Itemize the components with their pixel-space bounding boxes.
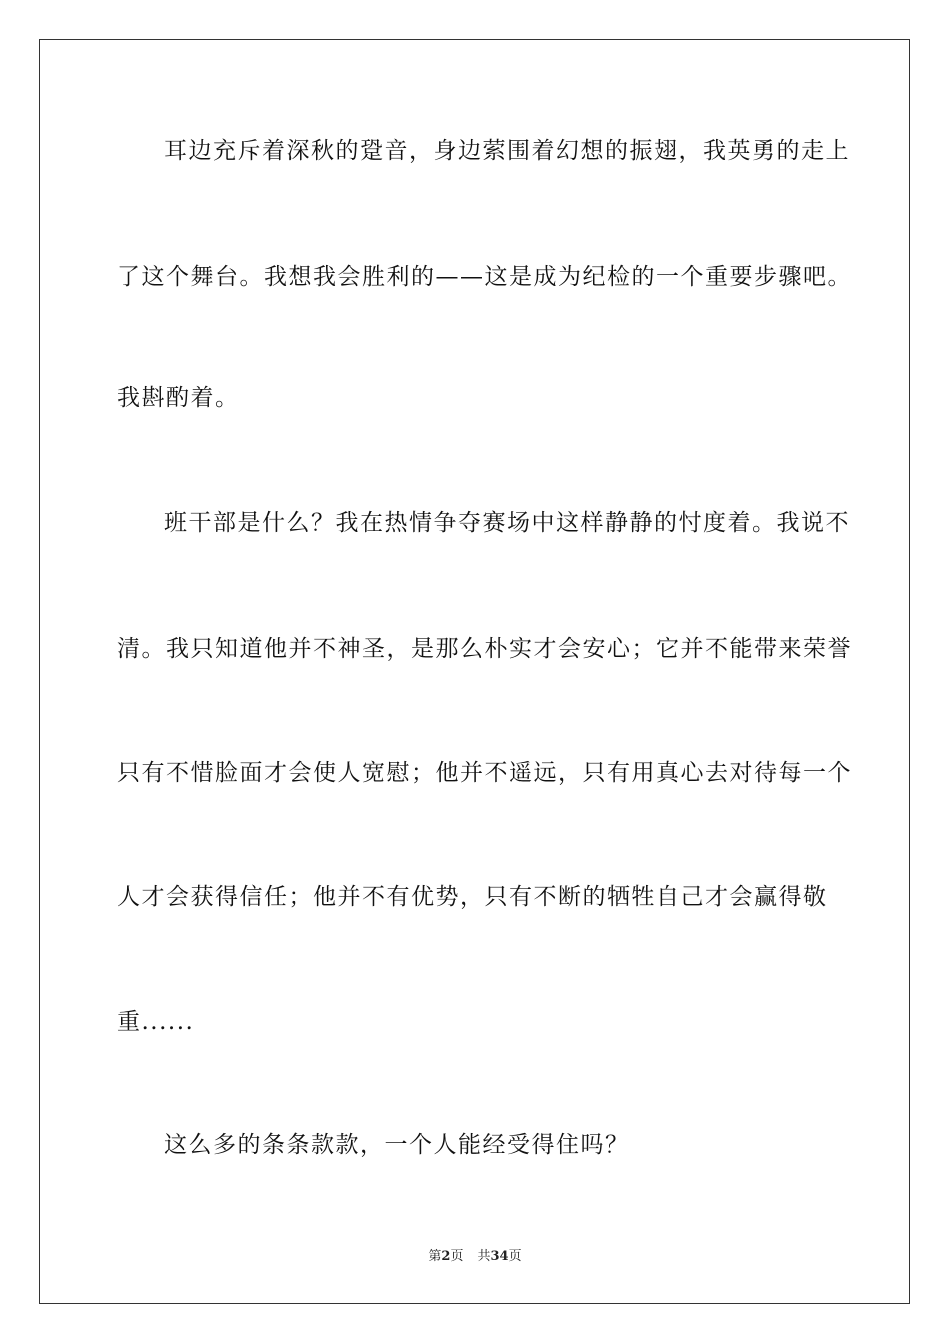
paragraph-line-8: 重...... [117, 1009, 195, 1035]
paragraph-line-9: 这么多的条条款款，一个人能经受得住吗？ [164, 1132, 630, 1158]
footer-page-suffix: 页 [450, 1249, 464, 1264]
paragraph-line-5: 清。我只知道他并不神圣，是那么朴实才会安心；它并不能带来荣誉 [117, 636, 852, 662]
footer-total-suffix: 页 [508, 1249, 522, 1264]
footer-page-number: 2 [441, 1249, 451, 1264]
footer-total-pages: 34 [490, 1249, 509, 1264]
page-footer [0, 1248, 950, 1266]
paragraph-line-7: 人才会获得信任；他并不有优势，只有不断的牺牲自己才会赢得敬 [117, 884, 828, 910]
paragraph-line-6: 只有不惜脸面才会使人宽慰；他并不遥远，只有用真心去对待每一个 [117, 760, 852, 786]
paragraph-line-4: 班干部是什么？我在热情争夺赛场中这样静静的忖度着。我说不 [164, 510, 850, 536]
paragraph-line-1: 耳边充斥着深秋的跫音，身边萦围着幻想的振翅，我英勇的走上 [164, 138, 850, 164]
footer-total-prefix: 共 [477, 1249, 491, 1264]
footer-page-prefix: 第 [428, 1249, 442, 1264]
page-frame [39, 39, 910, 1304]
paragraph-line-3: 我斟酌着。 [117, 385, 240, 411]
paragraph-line-2: 了这个舞台。我想我会胜利的——这是成为纪检的一个重要步骤吧。 [117, 264, 852, 290]
